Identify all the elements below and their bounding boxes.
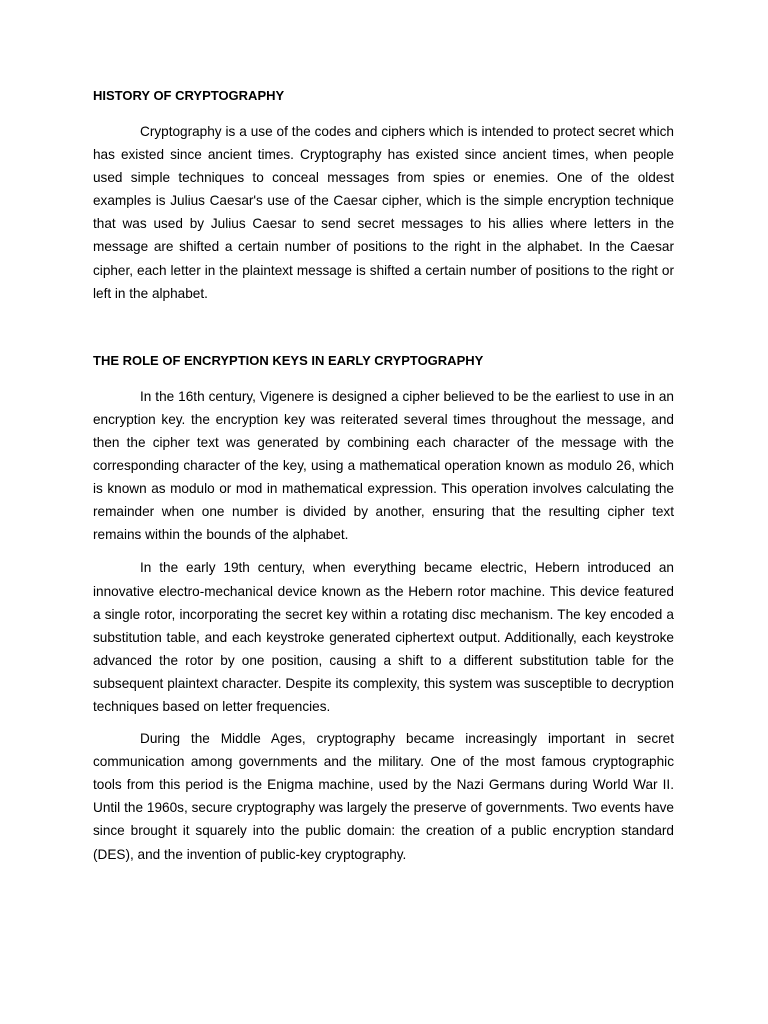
paragraph-vigenere: In the 16th century, Vigenere is designed a cipher believed to be the earliest to use in an encryption key. the encryption key was reiterated several times throughout the message, and then the cipher text was generated by combining each character of the message with the corresponding character of the key, using a mathematical operation known as modulo 26, which is known as modulo or mod in mathematical expression. This operation involves calculating the remainder when one number is divided by another, ensuring that the resulting cipher text remains within the bounds of the alphabet.	[93, 388, 674, 543]
paragraph-enigma: During the Middle Ages, cryptography became increasingly important in secret communication among governments and the military. One of the most famous cryptographic tools from this period is the Enigma machine, used by the Nazi Germans during World War II. Until the 1960s, secure cryptography was largely the preserve of governments. Two events have since brought it squarely into the public domain: the creation of a public encryption standard (DES), and the invention of public-key cryptography.	[93, 731, 674, 862]
section-heading-history: HISTORY OF CRYPTOGRAPHY	[93, 88, 285, 103]
section-heading-encryption-keys: THE ROLE OF ENCRYPTION KEYS IN EARLY CRYPTOGRAPHY	[93, 352, 484, 368]
paragraph-hebern-rotor: In the early 19th century, when everything became electric, Hebern introduced an innovative electro-mechanical device known as the Hebern rotor machine. This device featured a single rotor, incorporating the secret key within a rotating disc mechanism. The key encoded a substitution table, and each keystroke generated ciphertext output. Additionally, each keystroke advanced the rotor by one position, causing a shift to a different substitution table for the subsequent plaintext character. Despite its complexity, this system was susceptible to decryption techniques based on letter frequencies.	[93, 560, 674, 714]
paragraph-caesar-cipher: Cryptography is a use of the codes and ciphers which is intended to protect secret which has existed since ancient times. Cryptography has existed since ancient times, when people used simple techniques to conceal messages from spies or enemies. One of the oldest examples is Julius Caesar's use of the Caesar cipher, which is the simple encryption technique that was used by Julius Caesar to send secret messages to his allies where letters in the message are shifted a certain number of positions to the right in the alphabet. In the Caesar cipher, each letter in the plaintext message is shifted a certain number of positions to the right or left in the alphabet.	[93, 124, 674, 301]
